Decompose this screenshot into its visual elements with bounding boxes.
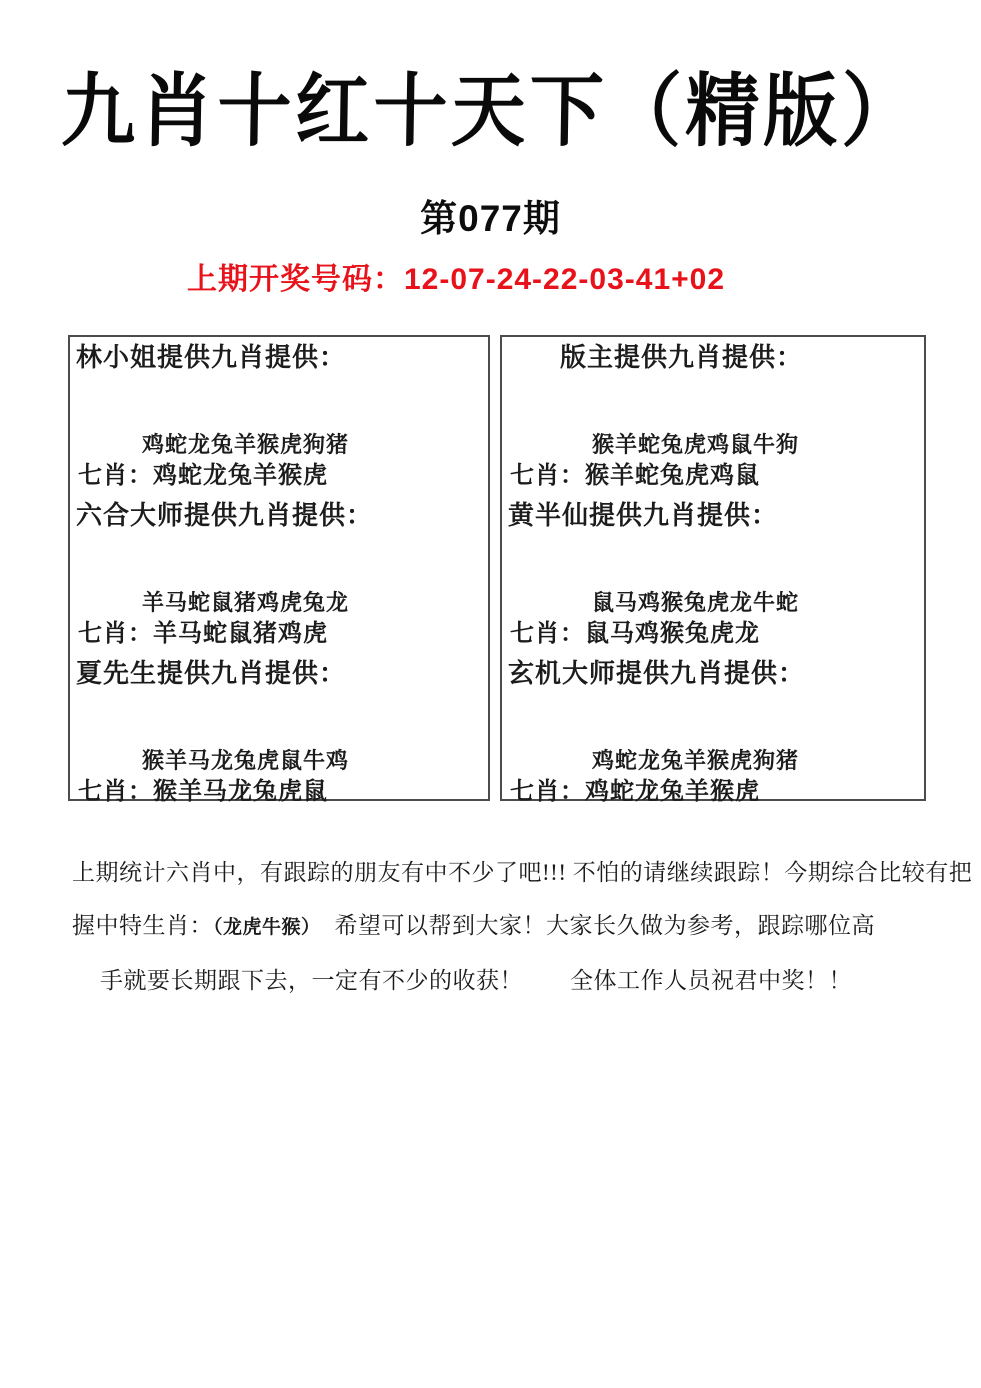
footer-line-2-rest: 希望可以帮到大家！大家长久做为参考，跟踪哪位高 bbox=[311, 913, 876, 938]
seven-xiao-line bbox=[504, 461, 922, 491]
footer-line-1: 上期统计六肖中，有跟踪的朋友有中不少了吧!!! 不怕的请继续跟踪！今期综合比较有把 bbox=[72, 860, 973, 885]
period-number: 第077期 bbox=[420, 198, 561, 239]
seven-xiao-label: 七肖： bbox=[510, 779, 585, 805]
seven-xiao-line bbox=[72, 461, 486, 491]
provider-heading: 黄半仙提供九肖提供： bbox=[508, 501, 779, 530]
seven-xiao-value: 鸡蛇龙兔羊猴虎 bbox=[153, 463, 328, 489]
provider-heading: 夏先生提供九肖提供： bbox=[76, 659, 347, 688]
seven-xiao-label: 七肖： bbox=[510, 621, 585, 647]
provider-column-right bbox=[500, 335, 926, 805]
footer-paragraph bbox=[72, 846, 973, 1007]
nine-xiao-line: 羊马蛇鼠猪鸡虎兔龙 bbox=[142, 590, 350, 615]
last-draw-line bbox=[0, 254, 912, 298]
nine-xiao-line: 猴羊蛇兔虎鸡鼠牛狗 bbox=[592, 432, 800, 457]
provider-block-huangbanxian bbox=[504, 499, 922, 649]
nine-xiao-line: 猴羊马龙兔虎鼠牛鸡 bbox=[142, 748, 350, 773]
footer-line-2 bbox=[72, 899, 948, 954]
nine-xiao-line: 鼠马鸡猴兔虎龙牛蛇 bbox=[592, 590, 800, 615]
provider-block-xuanjidashi bbox=[504, 657, 922, 807]
seven-xiao-value: 鼠马鸡猴兔虎龙 bbox=[585, 621, 760, 647]
provider-block-liuhedashi bbox=[72, 499, 486, 649]
provider-block-linxiaojie bbox=[72, 341, 486, 491]
seven-xiao-value: 猴羊马龙兔虎鼠 bbox=[153, 779, 328, 805]
seven-xiao-label: 七肖： bbox=[510, 463, 585, 489]
provider-block-xiaxiansheng bbox=[72, 657, 486, 807]
provider-column-left bbox=[68, 335, 490, 805]
last-draw-numbers: 12-07-24-22-03-41+02 bbox=[403, 263, 726, 296]
seven-xiao-value: 猴羊蛇兔虎鸡鼠 bbox=[585, 463, 760, 489]
seven-xiao-label: 七肖： bbox=[78, 463, 153, 489]
page-title: 九肖十红十天下（精版） bbox=[60, 68, 921, 157]
seven-xiao-label: 七肖： bbox=[78, 621, 153, 647]
seven-xiao-value: 羊马蛇鼠猪鸡虎 bbox=[153, 621, 328, 647]
seven-xiao-line bbox=[504, 777, 922, 807]
footer-line-3: 手就要长期跟下去，一定有不少的收获！ 全体工作人员祝君中奖！！ bbox=[100, 968, 852, 993]
footer-line-2-prefix: 握中特生肖： bbox=[72, 913, 213, 938]
seven-xiao-value: 鸡蛇龙兔羊猴虎 bbox=[585, 779, 760, 805]
provider-block-banzhu bbox=[504, 341, 922, 491]
seven-xiao-line bbox=[72, 777, 486, 807]
seven-xiao-line bbox=[72, 619, 486, 649]
nine-xiao-line: 鸡蛇龙兔羊猴虎狗猪 bbox=[592, 748, 800, 773]
nine-xiao-line: 鸡蛇龙兔羊猴虎狗猪 bbox=[142, 432, 350, 457]
seven-xiao-line bbox=[504, 619, 922, 649]
provider-heading: 六合大师提供九肖提供： bbox=[76, 501, 374, 530]
footer-special-zodiacs: （龙虎牛猴） bbox=[213, 917, 312, 938]
provider-heading: 版主提供九肖提供： bbox=[560, 343, 804, 372]
provider-heading: 玄机大师提供九肖提供： bbox=[508, 659, 806, 688]
provider-heading: 林小姐提供九肖提供： bbox=[76, 343, 347, 372]
seven-xiao-label: 七肖： bbox=[78, 779, 153, 805]
last-draw-label: 上期开奖号码： bbox=[186, 263, 404, 296]
providers-grid bbox=[68, 335, 926, 805]
